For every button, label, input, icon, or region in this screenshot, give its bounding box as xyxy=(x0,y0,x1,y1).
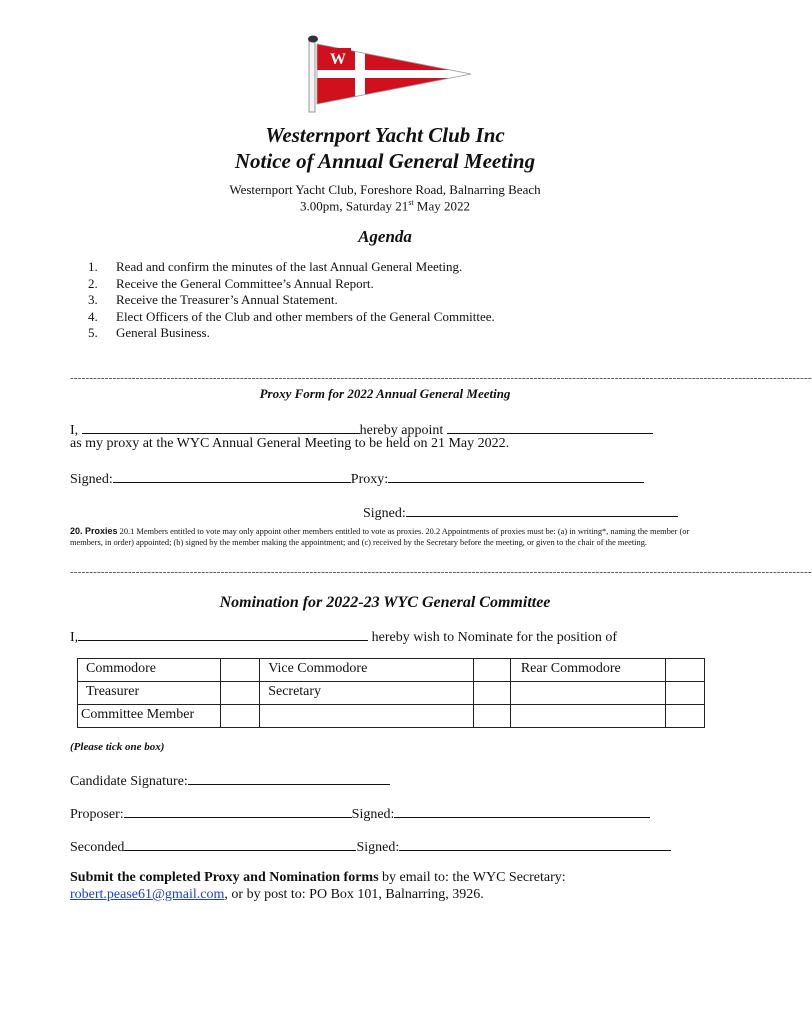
seconded-row xyxy=(70,837,671,856)
agenda-list xyxy=(88,259,495,342)
cut-line-bottom: ------------------------------------------------------------------------------------------------------------------------------------------------------------------------------------------------ xyxy=(70,566,812,578)
secretary-email-link[interactable]: robert.pease61@gmail.com xyxy=(70,887,225,902)
proxy-signed-row xyxy=(70,469,644,488)
proxy-signed2-row xyxy=(363,503,678,522)
title-line-2: Notice of Annual General Meeting xyxy=(234,149,536,173)
agenda-item: 2. Receive the General Committee’s Annual Report. xyxy=(88,275,374,291)
proxies-rule-body: 20.1 Members entitled to vote may only appoint other members entitled to vote as proxies. 20.2 Appointments of proxies must be: (a) in writing*, naming the member (or members, in order) appointed; (b) signed by the member making the appointment; and (c) received by the Secretary before the meeting, or given to the chair of the meeting. xyxy=(70,527,690,547)
agenda-heading: Agenda xyxy=(358,227,412,246)
proposer-signed-label: Signed: xyxy=(351,807,395,822)
table-row xyxy=(78,659,705,682)
title-line-1: Westernport Yacht Club Inc xyxy=(265,123,505,147)
candidate-signature-field[interactable] xyxy=(188,771,390,785)
empty-tick-cell xyxy=(666,705,705,728)
seconded-signature-field[interactable] xyxy=(399,837,671,851)
proposer-field[interactable] xyxy=(124,804,352,818)
proxy-signed-label: Signed: xyxy=(70,472,113,487)
submit-text-2: , or by post to: PO Box 101, Balnarring, 3926. xyxy=(224,887,484,902)
proxy-proxy-label: Proxy: xyxy=(350,472,389,487)
positions-table xyxy=(77,658,705,728)
club-burgee-logo xyxy=(305,34,477,114)
position-commodore: Commodore xyxy=(78,659,221,682)
proposer-signature-field[interactable] xyxy=(394,804,650,818)
candidate-signature-row xyxy=(70,771,390,790)
tick-note: (Please tick one box) xyxy=(70,741,165,753)
submit-bold: Submit the completed Proxy and Nomination forms xyxy=(70,870,379,885)
tick-box-treasurer[interactable] xyxy=(221,682,260,705)
empty-tick-cell xyxy=(474,705,511,728)
tick-box-secretary[interactable] xyxy=(474,682,511,705)
nomination-i-label: I, xyxy=(70,630,79,645)
empty-tick-cell xyxy=(666,682,705,705)
agenda-item: 3. Receive the Treasurer’s Annual Statement. xyxy=(88,292,338,307)
agenda-item: 1. Read and confirm the minutes of the last Annual General Meeting. xyxy=(88,259,463,274)
tick-box-committee-member[interactable] xyxy=(221,705,260,728)
proxy-name-field[interactable] xyxy=(388,469,644,483)
meeting-time-prefix: 3.00pm, Saturday 21 xyxy=(299,198,409,214)
seconded-field[interactable] xyxy=(124,837,356,851)
nomination-wish-label: hereby wish to Nominate for the position of xyxy=(368,630,618,645)
table-row xyxy=(78,705,705,728)
proxies-rule-text xyxy=(70,526,695,548)
meeting-time xyxy=(0,198,770,214)
agenda-item: 5. General Business. xyxy=(88,325,210,340)
position-committee-member: Committee Member xyxy=(78,705,221,728)
empty-cell xyxy=(510,682,665,705)
meeting-time-suffix: May 2022 xyxy=(413,198,470,214)
meeting-time-sup: st xyxy=(408,198,414,207)
proxy-sentence: as my proxy at the WYC Annual General Meeting to be held on 21 May 2022. xyxy=(70,436,510,451)
nomination-intro-row xyxy=(70,627,617,646)
proposer-label: Proposer: xyxy=(70,807,124,822)
position-rear-commodore: Rear Commodore xyxy=(510,659,665,682)
cut-line-top: ------------------------------------------------------------------------------------------------------------------------------------------------------------------------------------------------ xyxy=(70,372,812,384)
meeting-venue: Westernport Yacht Club, Foreshore Road, Balnarring Beach xyxy=(229,182,541,197)
agenda-item: 4. Elect Officers of the Club and other members of the General Committee. xyxy=(88,308,495,324)
proxy-appoint-label: hereby appoint xyxy=(359,423,444,438)
submit-instructions xyxy=(70,869,710,903)
tick-box-rear-commodore[interactable] xyxy=(666,659,705,682)
proxy-signed2-label: Signed: xyxy=(363,506,406,521)
seconded-label: Seconded xyxy=(70,840,125,855)
tick-box-vice-commodore[interactable] xyxy=(474,659,511,682)
page-title xyxy=(0,122,770,174)
proposer-row xyxy=(70,804,650,823)
position-secretary: Secretary xyxy=(260,682,474,705)
proxy-appointee-field[interactable] xyxy=(447,420,653,434)
nominee-name-field[interactable] xyxy=(78,627,368,641)
empty-cell xyxy=(510,705,665,728)
proxy-member-name-field[interactable] xyxy=(82,420,360,434)
proxies-rule-title: 20. Proxies xyxy=(70,526,118,536)
nomination-heading: Nomination for 2022-23 WYC General Committee xyxy=(219,594,551,611)
logo-letter: W xyxy=(330,51,346,68)
table-row xyxy=(78,682,705,705)
proxy-form-heading: Proxy Form for 2022 Annual General Meeting xyxy=(259,386,511,401)
proxy-signature2-field[interactable] xyxy=(406,503,678,517)
position-treasurer: Treasurer xyxy=(78,682,221,705)
proxy-i-label: I, xyxy=(70,423,79,438)
seconded-signed-label: Signed: xyxy=(356,840,400,855)
position-vice-commodore: Vice Commodore xyxy=(260,659,474,682)
submit-text-1: by email to: the WYC Secretary: xyxy=(378,870,566,885)
candidate-signature-label: Candidate Signature: xyxy=(70,774,188,789)
tick-box-commodore[interactable] xyxy=(221,659,260,682)
empty-cell xyxy=(260,705,474,728)
proxy-signature-field[interactable] xyxy=(113,469,351,483)
